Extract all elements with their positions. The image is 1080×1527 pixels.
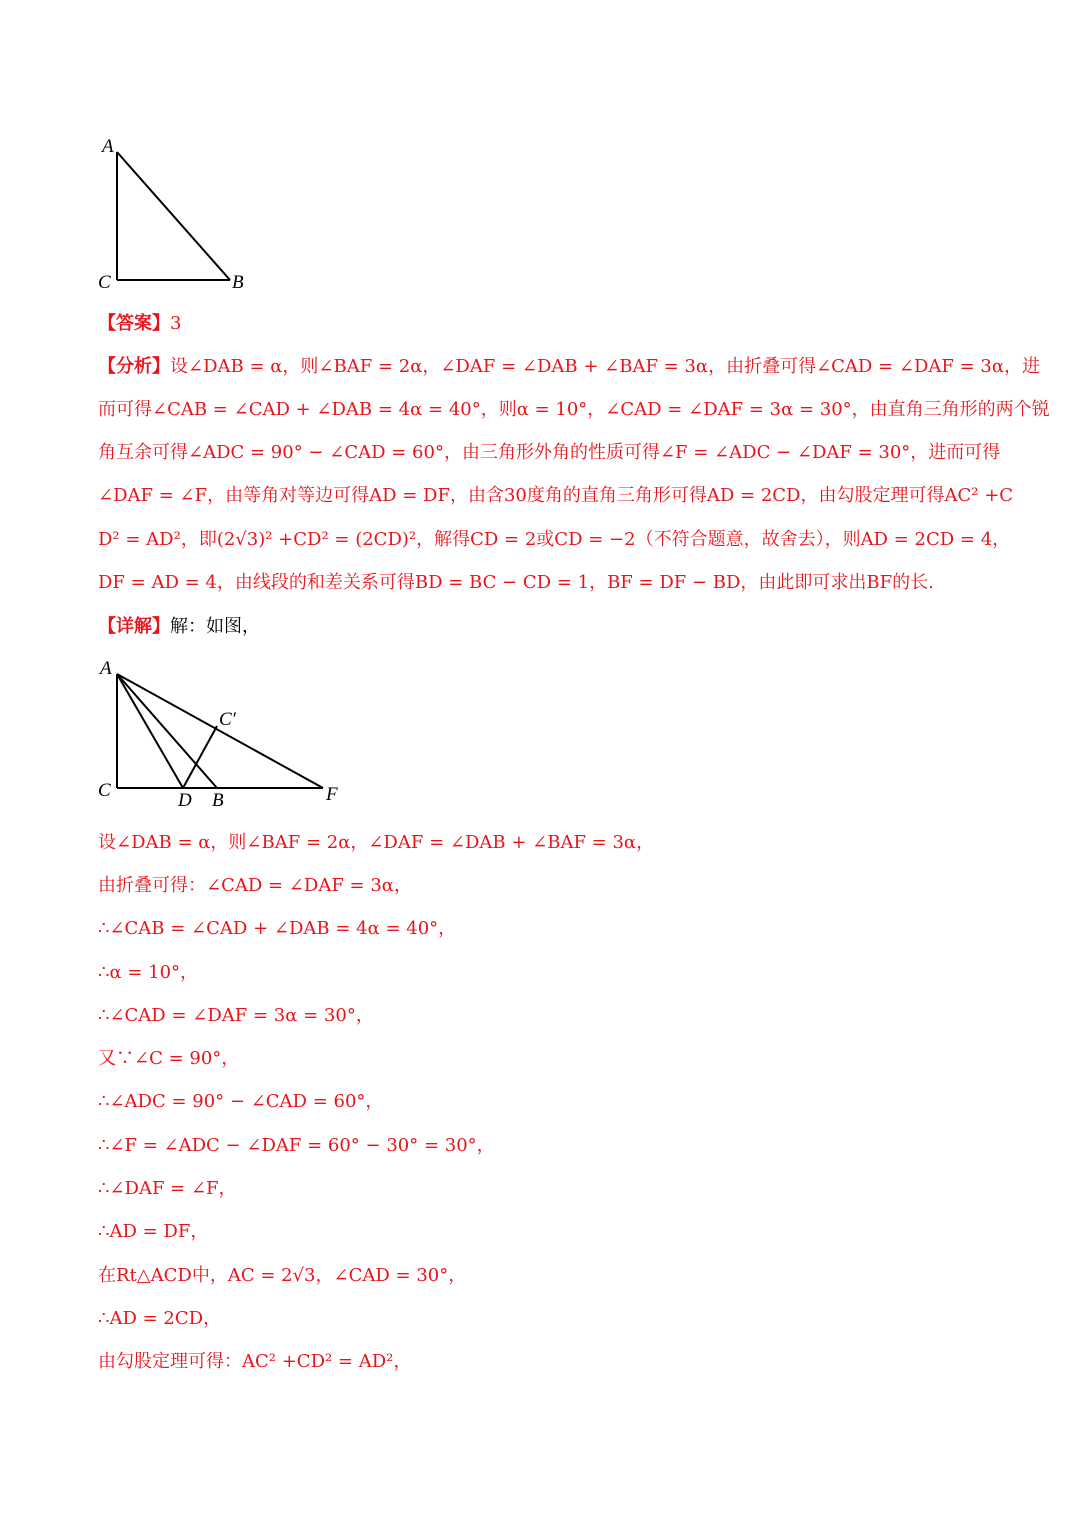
answer-line xyxy=(98,311,181,337)
step-13: 由勾股定理可得：AC² +CD² = AD²， xyxy=(98,1351,412,1372)
step-12: ∴AD = 2CD， xyxy=(98,1308,222,1329)
figure-triangle-acb xyxy=(90,130,260,300)
analysis-line-6: DF = AD = 4，由线段的和差关系可得BD = BC − CD = 1，BF = DF − BD，由此即可求出BF的长. xyxy=(98,572,934,593)
step-9: ∴∠DAF = ∠F， xyxy=(98,1178,237,1199)
analysis-line-3: 角互余可得∠ADC = 90° − ∠CAD = 60°，由三角形外角的性质可得∠F = ∠ADC − ∠DAF = 30°，进而可得 xyxy=(98,442,1001,463)
analysis-line-1 xyxy=(98,354,1040,380)
label-f: F xyxy=(326,784,338,805)
segment-ab xyxy=(117,674,217,788)
analysis-text-1: 设∠DAB = α，则∠BAF = 2α，∠DAF = ∠DAB + ∠BAF = 3α，由折叠可得∠CAD = ∠DAF = 3α，进 xyxy=(170,356,1041,377)
label-d: D xyxy=(178,790,192,811)
label-a: A xyxy=(102,136,114,157)
analysis-tag: 【分析】 xyxy=(98,356,170,377)
step-1: 设∠DAB = α，则∠BAF = 2α，∠DAF = ∠DAB + ∠BAF = 3α， xyxy=(98,832,655,853)
detail-tag: 【详解】 xyxy=(98,616,170,637)
step-3: ∴∠CAB = ∠CAD + ∠DAB = 4α = 40°， xyxy=(98,918,457,939)
side-ab xyxy=(117,152,230,280)
detail-line xyxy=(98,614,260,640)
segment-af xyxy=(117,674,323,788)
step-11: 在Rt△ACD中，AC = 2√3，∠CAD = 30°， xyxy=(98,1265,467,1286)
detail-intro: 解：如图， xyxy=(170,616,260,637)
answer-value: 3 xyxy=(170,313,182,334)
step-6: 又∵∠C = 90°， xyxy=(98,1048,240,1069)
segment-dcp xyxy=(183,726,217,788)
label-a: A xyxy=(100,658,112,679)
figure-folded-triangle xyxy=(90,650,360,815)
segment-ad xyxy=(117,674,183,788)
step-10: ∴AD = DF， xyxy=(98,1221,209,1242)
label-b: B xyxy=(232,272,244,293)
step-5: ∴∠CAD = ∠DAF = 3α = 30°， xyxy=(98,1005,374,1026)
analysis-line-2: 而可得∠CAB = ∠CAD + ∠DAB = 4α = 40°，则α = 10°，∠CAD = ∠DAF = 3α = 30°，由直角三角形的两个锐 xyxy=(98,399,1050,420)
step-2: 由折叠可得：∠CAD = ∠DAF = 3α， xyxy=(98,875,412,896)
label-b: B xyxy=(212,790,224,811)
step-8: ∴∠F = ∠ADC − ∠DAF = 60° − 30° = 30°， xyxy=(98,1135,495,1156)
label-c: C xyxy=(98,780,111,801)
step-7: ∴∠ADC = 90° − ∠CAD = 60°， xyxy=(98,1091,384,1112)
label-c: C xyxy=(98,272,111,293)
step-4: ∴α = 10°， xyxy=(98,962,199,983)
analysis-line-4: ∠DAF = ∠F，由等角对等边可得AD = DF，由含30度角的直角三角形可得AD = 2CD，由勾股定理可得AC² +C xyxy=(98,485,1014,506)
answer-tag: 【答案】 xyxy=(98,313,170,334)
analysis-line-5: D² = AD²，即(2√3)² +CD² = (2CD)²，解得CD = 2或CD = −2（不符合题意，故舍去），则AD = 2CD = 4， xyxy=(98,529,1011,550)
label-c-prime: C′ xyxy=(219,709,236,730)
